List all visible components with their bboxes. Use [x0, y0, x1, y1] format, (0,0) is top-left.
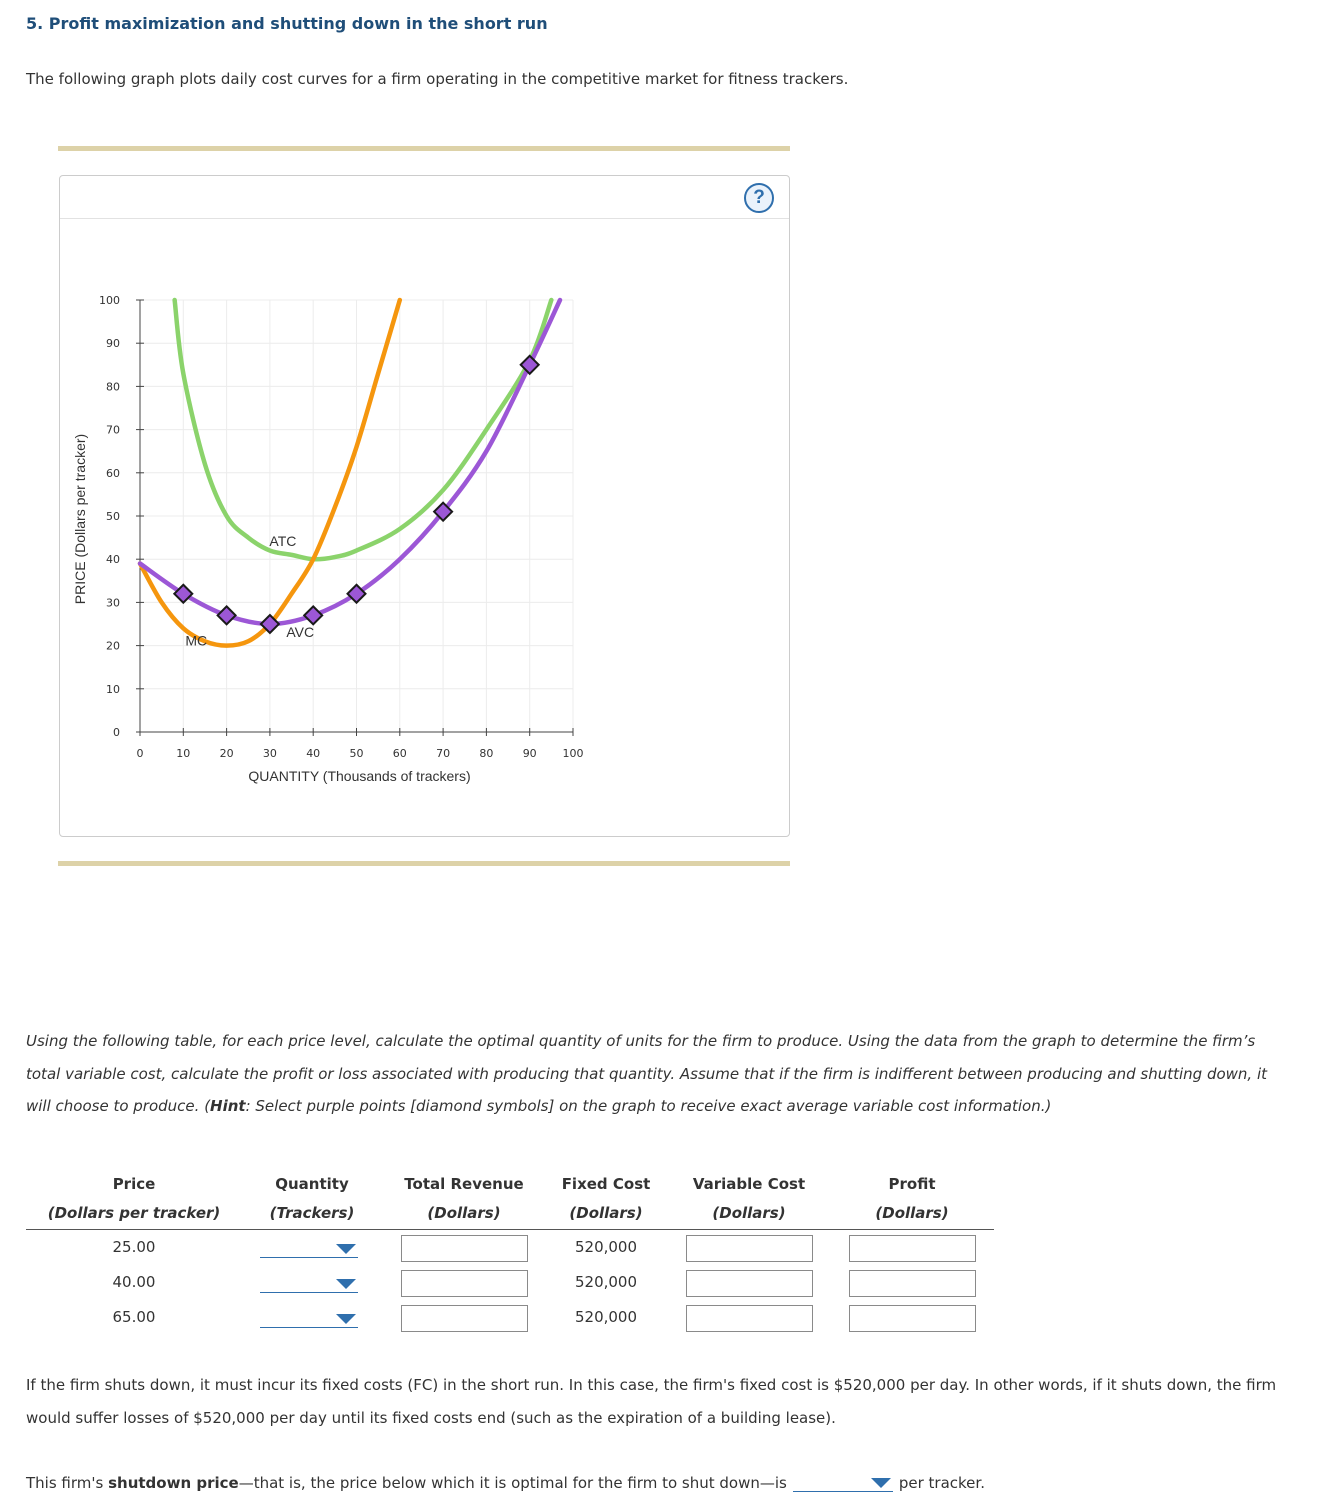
y-tick-label: 50: [106, 510, 120, 523]
help-icon[interactable]: ?: [744, 183, 774, 213]
quantity-dropdown[interactable]: [260, 1306, 358, 1328]
avc-point-marker[interactable]: [218, 606, 236, 624]
chart-grid: [140, 300, 573, 732]
x-tick-label: 70: [436, 747, 451, 760]
variable-cost-input[interactable]: [686, 1305, 813, 1332]
total-revenue-input[interactable]: [401, 1305, 528, 1332]
y-tick-label: 30: [106, 596, 120, 610]
total-revenue-input[interactable]: [401, 1235, 528, 1262]
quantity-dropdown[interactable]: [260, 1236, 358, 1258]
header-fixed-cost: [546, 1175, 666, 1222]
header-fixed-cost-l2: (Dollars): [569, 1204, 643, 1222]
header-variable-cost-l2: (Dollars): [712, 1204, 786, 1222]
fixed-cost-cell: 520,000: [574, 1238, 638, 1256]
y-tick-label: 70: [106, 423, 120, 437]
y-tick-label: 60: [106, 466, 120, 480]
avc-point-marker[interactable]: [304, 606, 322, 624]
question-title: 5. Profit maximization and shutting down in the short run: [26, 14, 548, 33]
header-profit: [842, 1175, 982, 1222]
x-tick-label: 10: [176, 747, 191, 760]
cost-curves-chart: [60, 176, 791, 838]
shutdown-text-after: per tracker.: [898, 1474, 985, 1492]
price-cell: 40.00: [112, 1273, 156, 1291]
instructions-text-1: Using the following table, for each price level, calculate the optimal quantity of units for the firm to produce. Using the data from the graph to determine the firm’s total variable cost, calculate the profit or loss associated with producing that quantity. Assume that if the firm is indifferent between producing and shutting down, it will choose to produce. (: [26, 1032, 1268, 1115]
question-intro: The following graph plots daily cost curves for a firm operating in the competitive market for fitness trackers.: [26, 70, 849, 88]
curve-label-atc: ATC: [269, 533, 297, 550]
shutdown-text-middle: —that is, the price below which it is optimal for the firm to shut down—is: [238, 1474, 787, 1492]
chevron-down-icon: [336, 1279, 356, 1289]
y-tick-label: 40: [106, 553, 120, 567]
y-tick-label: 20: [106, 639, 120, 653]
y-tick-label: 80: [106, 380, 120, 394]
x-tick-label: 50: [349, 747, 364, 760]
header-price-l2: (Dollars per tracker): [47, 1204, 221, 1222]
chevron-down-icon: [871, 1478, 891, 1488]
y-tick-label: 0: [113, 726, 120, 739]
price-cell: 65.00: [112, 1308, 156, 1326]
header-fixed-cost-l1: Fixed Cost: [561, 1175, 651, 1193]
x-tick-label: 60: [392, 747, 407, 760]
curve-label-mc: MC: [185, 632, 208, 649]
header-total-revenue-l1: Total Revenue: [404, 1175, 524, 1193]
header-total-revenue-l2: (Dollars): [427, 1204, 501, 1222]
chevron-down-icon: [336, 1244, 356, 1254]
y-tick-label: 10: [106, 682, 120, 696]
instructions-text-2: : Select purple points [diamond symbols] on the graph to receive exact average variable cost information.): [245, 1097, 1052, 1115]
shutdown-text-bold: shutdown price: [108, 1474, 239, 1492]
quantity-dropdown[interactable]: [260, 1271, 358, 1293]
variable-cost-input[interactable]: [686, 1235, 813, 1262]
curve-label-avc: AVC: [286, 623, 315, 640]
y-axis-title: PRICE (Dollars per tracker): [72, 433, 88, 605]
header-total-revenue: [392, 1175, 536, 1222]
header-price-l1: Price: [112, 1175, 156, 1193]
header-profit-l2: (Dollars): [875, 1204, 949, 1222]
top-divider: [58, 146, 790, 151]
y-tick-label: 100: [99, 294, 120, 307]
header-quantity-l2: (Trackers): [269, 1204, 355, 1222]
bottom-divider: [58, 861, 790, 866]
x-tick-label: 40: [306, 747, 321, 760]
header-variable-cost: [676, 1175, 822, 1222]
table-instructions: [26, 1025, 1286, 1123]
shutdown-text-before: This firm's: [26, 1474, 109, 1492]
x-axis-title: QUANTITY (Thousands of trackers): [248, 768, 471, 784]
x-tick-label: 0: [136, 747, 144, 760]
header-quantity: [252, 1175, 372, 1222]
header-price: [26, 1175, 242, 1222]
shutdown-price-question: [26, 1470, 985, 1492]
chevron-down-icon: [336, 1314, 356, 1324]
chart-axes: [72, 294, 584, 784]
x-tick-label: 20: [219, 747, 234, 760]
fixed-cost-cell: 520,000: [574, 1308, 638, 1326]
shutdown-explanation: If the firm shuts down, it must incur its fixed costs (FC) in the short run. In this case, the firm's fixed cost is $520,000 per day. In other words, if it shuts down, the firm would suffer losses of $520,000 per day until its fixed costs end (such as the expiration of a building lease).: [26, 1376, 1277, 1427]
x-tick-label: 100: [562, 747, 584, 760]
profit-input[interactable]: [849, 1305, 976, 1332]
x-tick-label: 30: [262, 747, 277, 760]
x-tick-label: 80: [479, 747, 494, 760]
graph-panel: [59, 175, 790, 837]
table-header-rule: [26, 1229, 994, 1230]
hint-label: Hint: [210, 1097, 246, 1115]
price-cell: 25.00: [112, 1238, 156, 1256]
total-revenue-input[interactable]: [401, 1270, 528, 1297]
profit-input[interactable]: [849, 1270, 976, 1297]
variable-cost-input[interactable]: [686, 1270, 813, 1297]
y-tick-label: 90: [106, 337, 120, 351]
x-tick-label: 90: [522, 747, 537, 760]
profit-input[interactable]: [849, 1235, 976, 1262]
header-quantity-l1: Quantity: [275, 1175, 349, 1193]
fixed-cost-cell: 520,000: [574, 1273, 638, 1291]
header-profit-l1: Profit: [888, 1175, 936, 1193]
shutdown-price-dropdown[interactable]: [793, 1470, 893, 1492]
header-variable-cost-l1: Variable Cost: [692, 1175, 806, 1193]
